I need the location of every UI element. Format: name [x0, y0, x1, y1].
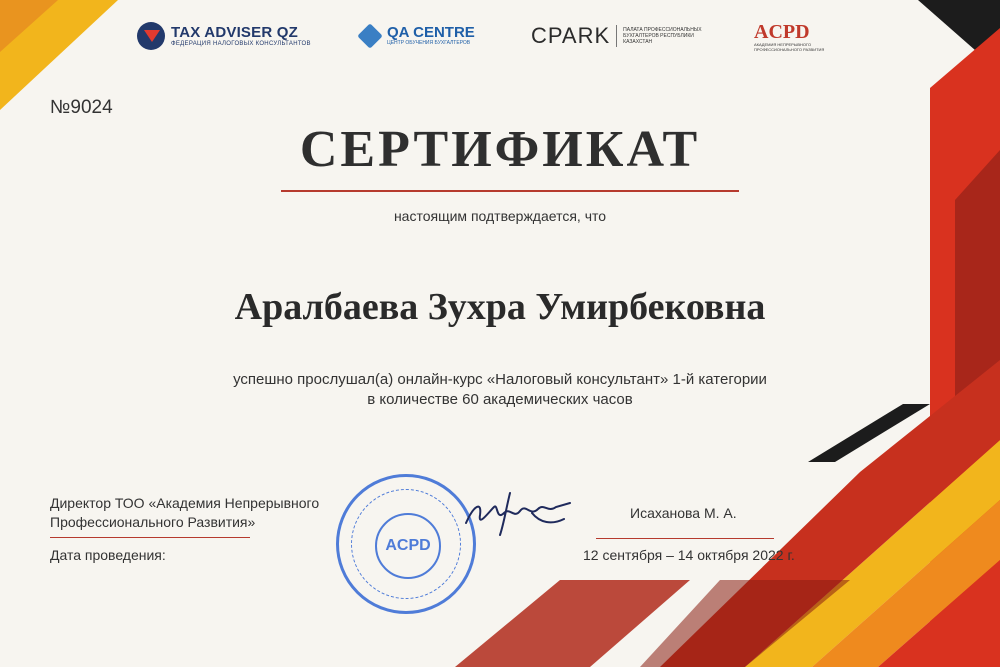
tax-adviser-logo-icon: [137, 22, 165, 50]
acpd-logo-subtitle: АКАДЕМИЯ НЕПРЕРЫВНОГО ПРОФЕССИОНАЛЬНОГО РАЗВИТИЯ: [754, 42, 825, 52]
date-label: Дата проведения:: [50, 547, 166, 563]
date-value: 12 сентября – 14 октября 2022 г.: [583, 547, 795, 563]
signatory-underline: [596, 538, 774, 539]
handwritten-signature: [460, 483, 600, 543]
qa-centre-logo-icon: [357, 23, 382, 48]
director-title-line-2: Профессионального Развития»: [50, 514, 256, 530]
title-underline: [281, 190, 739, 192]
director-title-line-1: Директор ТОО «Академия Непрерывного: [50, 495, 320, 511]
confirm-text: настоящим подтверждается, что: [393, 208, 607, 224]
signatory-name: Исаханова М. А.: [630, 505, 737, 521]
acpd-logo: [754, 22, 844, 52]
tax-adviser-logo: [137, 22, 311, 50]
director-title: [50, 494, 319, 532]
tax-adviser-logo-subtitle: ФЕДЕРАЦИЯ НАЛОГОВЫХ КОНСУЛЬТАНТОВ: [171, 40, 311, 47]
course-line-2: в количестве 60 академических часов: [367, 391, 633, 408]
spark-logo-divider: [616, 25, 617, 47]
signature-stroke: [466, 493, 570, 535]
stamp-center-text: ACPD: [385, 537, 431, 554]
qa-centre-logo-subtitle: ЦЕНТР ОБУЧЕНИЯ БУХГАЛТЕРОВ: [387, 40, 471, 46]
acpd-stamp: [336, 474, 476, 614]
acpd-logo-name: ACPD: [754, 21, 810, 43]
qa-centre-logo-name: QA CENTRE: [387, 24, 475, 41]
certificate-number: №9024: [50, 97, 113, 118]
recipient-name: Аралбаева Зухра Умирбековна: [234, 286, 766, 328]
certificate-title: СЕРТИФИКАТ: [299, 121, 701, 178]
course-description: [0, 370, 1000, 410]
director-underline: [50, 537, 250, 538]
course-line-1: успешно прослушал(а) онлайн-курс «Налоговый консультант» 1-й категории: [233, 371, 767, 388]
spark-logo-name: СPARK: [531, 23, 611, 48]
stamp-center: [375, 513, 441, 579]
qa-centre-logo: [358, 24, 475, 48]
spark-logo-subtitle: ПАЛАТА ПРОФЕССИОНАЛЬНЫХ БУХГАЛТЕРОВ РЕСПУБЛИКИ КАЗАХСТАН: [623, 27, 702, 45]
spark-logo: [531, 24, 707, 48]
tax-adviser-logo-name: TAX ADVISER QZ: [171, 23, 298, 41]
